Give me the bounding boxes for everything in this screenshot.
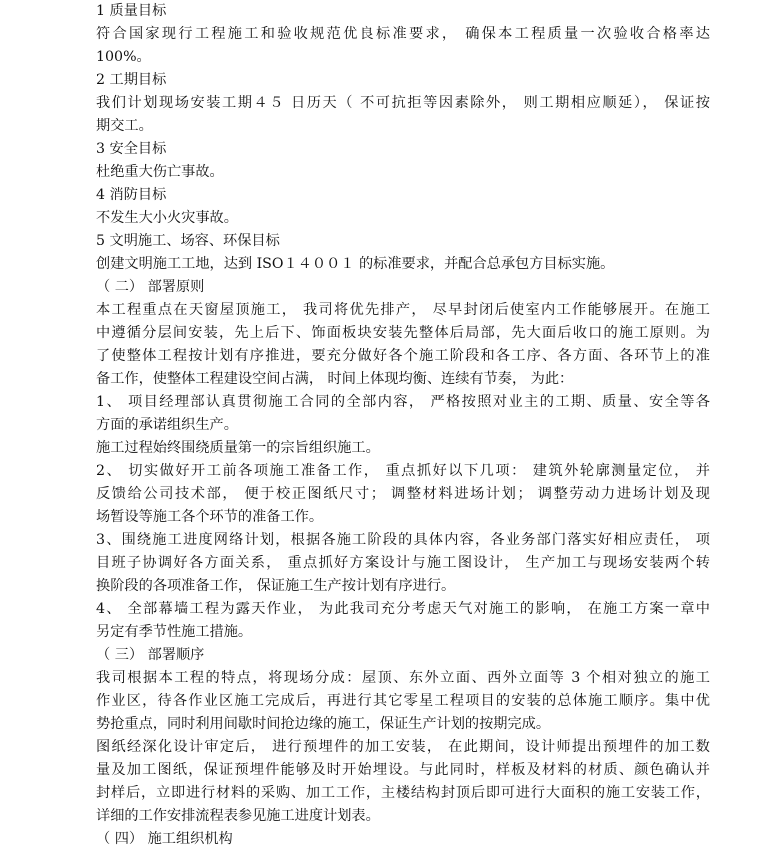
section-heading: 4 消防目标 [96,187,167,203]
body-text-line: 100%。 [96,49,151,65]
body-text-line: 创建文明施工工地，达到 ISO１４００１ 的标准要求，并配合总承包方目标实施。 [96,256,615,272]
body-text-line: 场暂设等施工各个环节的准备工作。 [96,509,324,525]
body-text-line: 4、 全部幕墙工程为露天作业， 为此我司充分考虑天气对施工的影响， 在施工方案一章中 [96,601,710,617]
body-text-line: 不发生大小火灾事故。 [96,210,238,226]
body-text-line: 杜绝重大伤亡事故。 [96,164,224,180]
body-text-line: 量及加工图纸，保证预埋件能够及时开始埋设。与此同时，样板及材料的材质、颜色确认并 [96,762,710,778]
body-text-line: 了使整体工程按计划有序推进，要充分做好各个施工阶段和各工序、各方面、各环节上的准 [96,348,710,364]
section-heading: 5 文明施工、场容、环保目标 [96,233,280,249]
body-text-line: 期交工。 [96,118,153,134]
body-text-line: 目班子协调好各方面关系， 重点抓好方案设计与施工图设计， 生产加工与现场安装两个转 [96,555,710,571]
body-text-line: 反馈给公司技术部， 便于校正图纸尺寸； 调整材料进场计划； 调整劳动力进场计划及现 [96,486,710,502]
section-heading: （ 三） 部署顺序 [96,647,205,663]
body-text-line: 3、围绕施工进度网络计划，根据各施工阶段的具体内容，各业务部门落实好相应责任， 项 [96,532,710,548]
body-text-line: 详细的工作安排流程表参见施工进度计划表。 [96,808,380,824]
body-text-line: 方面的承诺组织生产。 [96,417,238,433]
body-text-line: 符合国家现行工程施工和验收规范优良标准要求， 确保本工程质量一次验收合格率达 [96,26,710,42]
body-text-line: 图纸经深化设计审定后， 进行预埋件的加工安装， 在此期间，设计师提出预埋件的加工数 [96,739,710,755]
body-text-line: 我司根据本工程的特点，将现场分成：屋顶、东外立面、西外立面等 3 个相对独立的施工 [96,670,710,686]
body-text-line: 封样后，立即进行材料的采购、加工工作，主楼结构封顶后即可进行大面积的施工安装工作， [96,785,710,801]
body-text-line: 2、 切实做好开工前各项施工准备工作， 重点抓好以下几项： 建筑外轮廓测量定位， 并 [96,463,710,479]
section-heading: 1 质量目标 [96,3,167,19]
body-text-line: 换阶段的各项准备工作， 保证施工生产按计划有序进行。 [96,578,456,594]
body-text-line: 备工作，使整体工程建设空间占满， 时间上体现均衡、连续有节奏， 为此： [96,371,574,387]
body-text-line: 施工过程始终围绕质量第一的宗旨组织施工。 [96,440,380,456]
section-heading: （ 四） 施工组织机构 [96,831,233,847]
body-text-line: 我们计划现场安装工期４５ 日历天（ 不可抗拒等因素除外， 则工期相应顺延）， 保证按 [96,95,710,111]
body-text-line: 本工程重点在天窗屋顶施工， 我司将优先排产， 尽早封闭后使室内工作能够展开。在施工 [96,302,710,318]
body-text-line: 1、 项目经理部认真贯彻施工合同的全部内容， 严格按照对业主的工期、质量、安全等各 [96,394,710,410]
body-text-line: 另定有季节性施工措施。 [96,624,253,640]
body-text-line: 中遵循分层间安装，先上后下、饰面板块安装先整体后局部，先大面后收口的施工原则。为 [96,325,710,341]
section-heading: 3 安全目标 [96,141,167,157]
body-text-line: 作业区，待各作业区施工完成后，再进行其它零星工程项目的安装的总体施工顺序。集中优 [96,693,710,709]
body-text-line: 势抢重点，同时利用间歇时间抢边缘的施工，保证生产计划的按期完成。 [96,716,551,732]
section-heading: 2 工期目标 [96,72,167,88]
section-heading: （ 二） 部署原则 [96,279,205,295]
document-page [96,0,710,851]
